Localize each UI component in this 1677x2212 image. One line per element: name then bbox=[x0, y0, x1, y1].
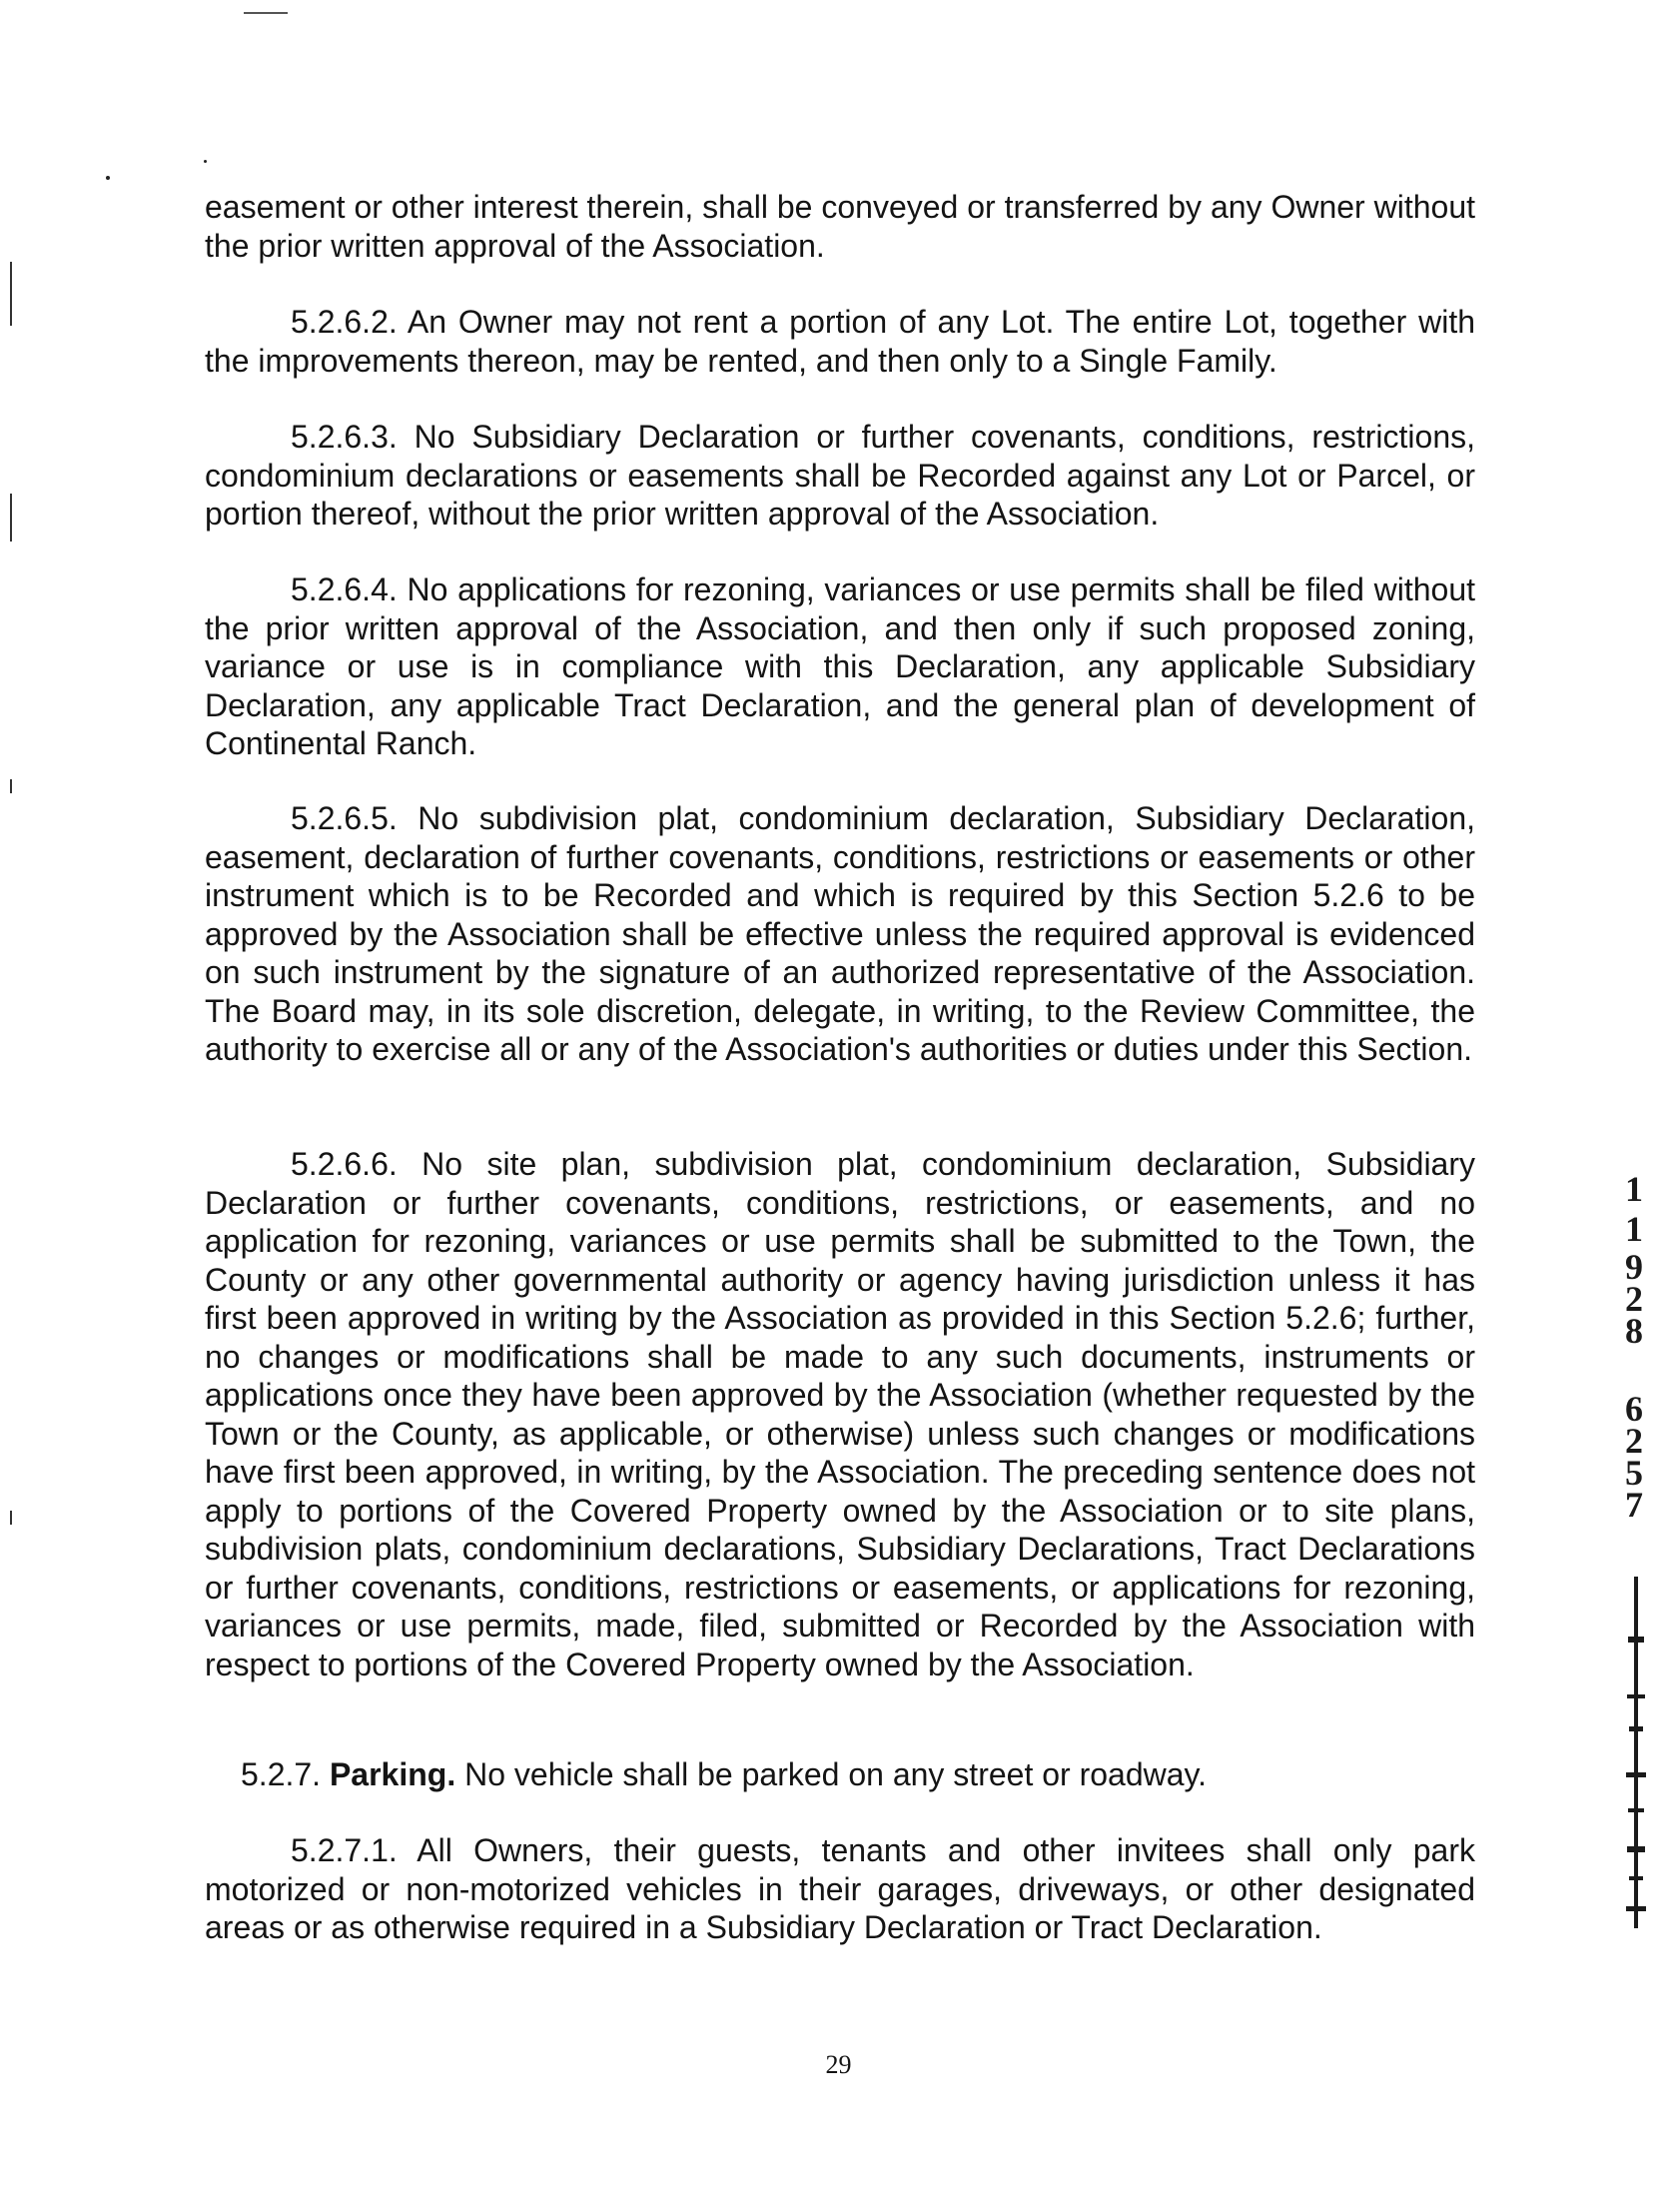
recording-digit: 8 bbox=[1625, 1311, 1643, 1351]
paragraph-5-2-7 bbox=[205, 1755, 1475, 1794]
section-number: 5.2.7. bbox=[241, 1756, 322, 1792]
recording-digit: 1 bbox=[1625, 1169, 1643, 1209]
paragraph-continuation: easement or other interest therein, shall be conveyed or transferred by any Owner without the prior written approval of the Association. bbox=[205, 189, 1475, 264]
page-number: 29 bbox=[825, 2050, 852, 2079]
recording-digit: 2 bbox=[1625, 1421, 1643, 1461]
recording-barcode bbox=[1624, 1577, 1648, 1928]
paragraph-5-2-6-4: 5.2.6.4. No applications for rezoning, variances or use permits shall be filed without the prior written approval of the Association, and then only if such proposed zoning, variance or use is in compliance with this Declaration, any applicable Subsidiary Declaration, any applicable Tract Declaration, and the general plan of development of Continental Ranch. bbox=[205, 571, 1475, 761]
paragraph-5-2-6-6: 5.2.6.6. No site plan, subdivision plat, condominium declaration, Subsidiary Declaration or further covenants, conditions, restrictions, or easements, and no application for rezoning, variances or use permits shall be submitted to the Town, the County or any other governmental authority or agency having jurisdiction unless it has first been approved in writing by the Association as provided in this Section 5.2.6; further, no changes or modifications shall be made to any such documents, instruments or applications once they have been approved by the Association (whether requested by the Town or the County, as applicable, or otherwise) unless such changes or modifications have first been approved, in writing, by the Association. The preceding sentence does not apply to portions of the Covered Property owned by the Association or to site plans, subdivision plats, condominium declarations, Subsidiary Declarations, Tract Declarations or further covenants, conditions, restrictions or easements, or applications for rezoning, variances or use permits, made, filed, submitted or Recorded by the Association with respect to portions of the Covered Property owned by the Association. bbox=[205, 1146, 1475, 1682]
paragraph-5-2-6-3: 5.2.6.3. No Subsidiary Declaration or further covenants, conditions, restrictions, condominium declarations or easements shall be Recorded against any Lot or Parcel, or portion thereof, without the prior written approval of the Association. bbox=[205, 419, 1475, 532]
scan-top-rule bbox=[244, 12, 288, 14]
paragraph-5-2-6-2: 5.2.6.2. An Owner may not rent a portion of any Lot. The entire Lot, together with the improvements thereon, may be rented, and then only to a Single Family. bbox=[205, 304, 1475, 379]
recording-digit: 7 bbox=[1625, 1485, 1643, 1525]
section-heading: Parking. bbox=[329, 1756, 456, 1792]
recording-digit: 6 bbox=[1625, 1389, 1643, 1429]
scan-speck bbox=[204, 160, 207, 163]
scan-margin-mark bbox=[10, 262, 12, 326]
paragraph-5-2-7-1: 5.2.7.1. All Owners, their guests, tenants and other invitees shall only park motorized or non-motorized vehicles in their garages, driveways, or other designated areas or as otherwise required in a Subsidiary Declaration or Tract Declaration. bbox=[205, 1832, 1475, 1945]
scan-margin-mark bbox=[10, 1511, 12, 1525]
recording-digit: 1 bbox=[1625, 1209, 1643, 1249]
recording-digit: 9 bbox=[1625, 1247, 1643, 1287]
recording-digit: 5 bbox=[1625, 1453, 1643, 1493]
scan-margin-mark bbox=[10, 779, 12, 793]
scan-margin-mark bbox=[10, 494, 12, 542]
recording-digit: 2 bbox=[1625, 1279, 1643, 1319]
section-text: No vehicle shall be parked on any street or roadway. bbox=[464, 1756, 1208, 1792]
scan-speck bbox=[106, 176, 110, 180]
paragraph-5-2-6-5: 5.2.6.5. No subdivision plat, condominium declaration, Subsidiary Declaration, easement, declaration of further covenants, conditions, restrictions or easements or other instrument which is to be Recorded and which is required by this Section 5.2.6 to be approved by the Association shall be effective unless the required approval is evidenced on such instrument by the signature of an authorized representative of the Association. The Board may, in its sole discretion, delegate, in writing, to the Review Committee, the authority to exercise all or any of the Association's authorities or duties under this Section. bbox=[205, 800, 1475, 1067]
